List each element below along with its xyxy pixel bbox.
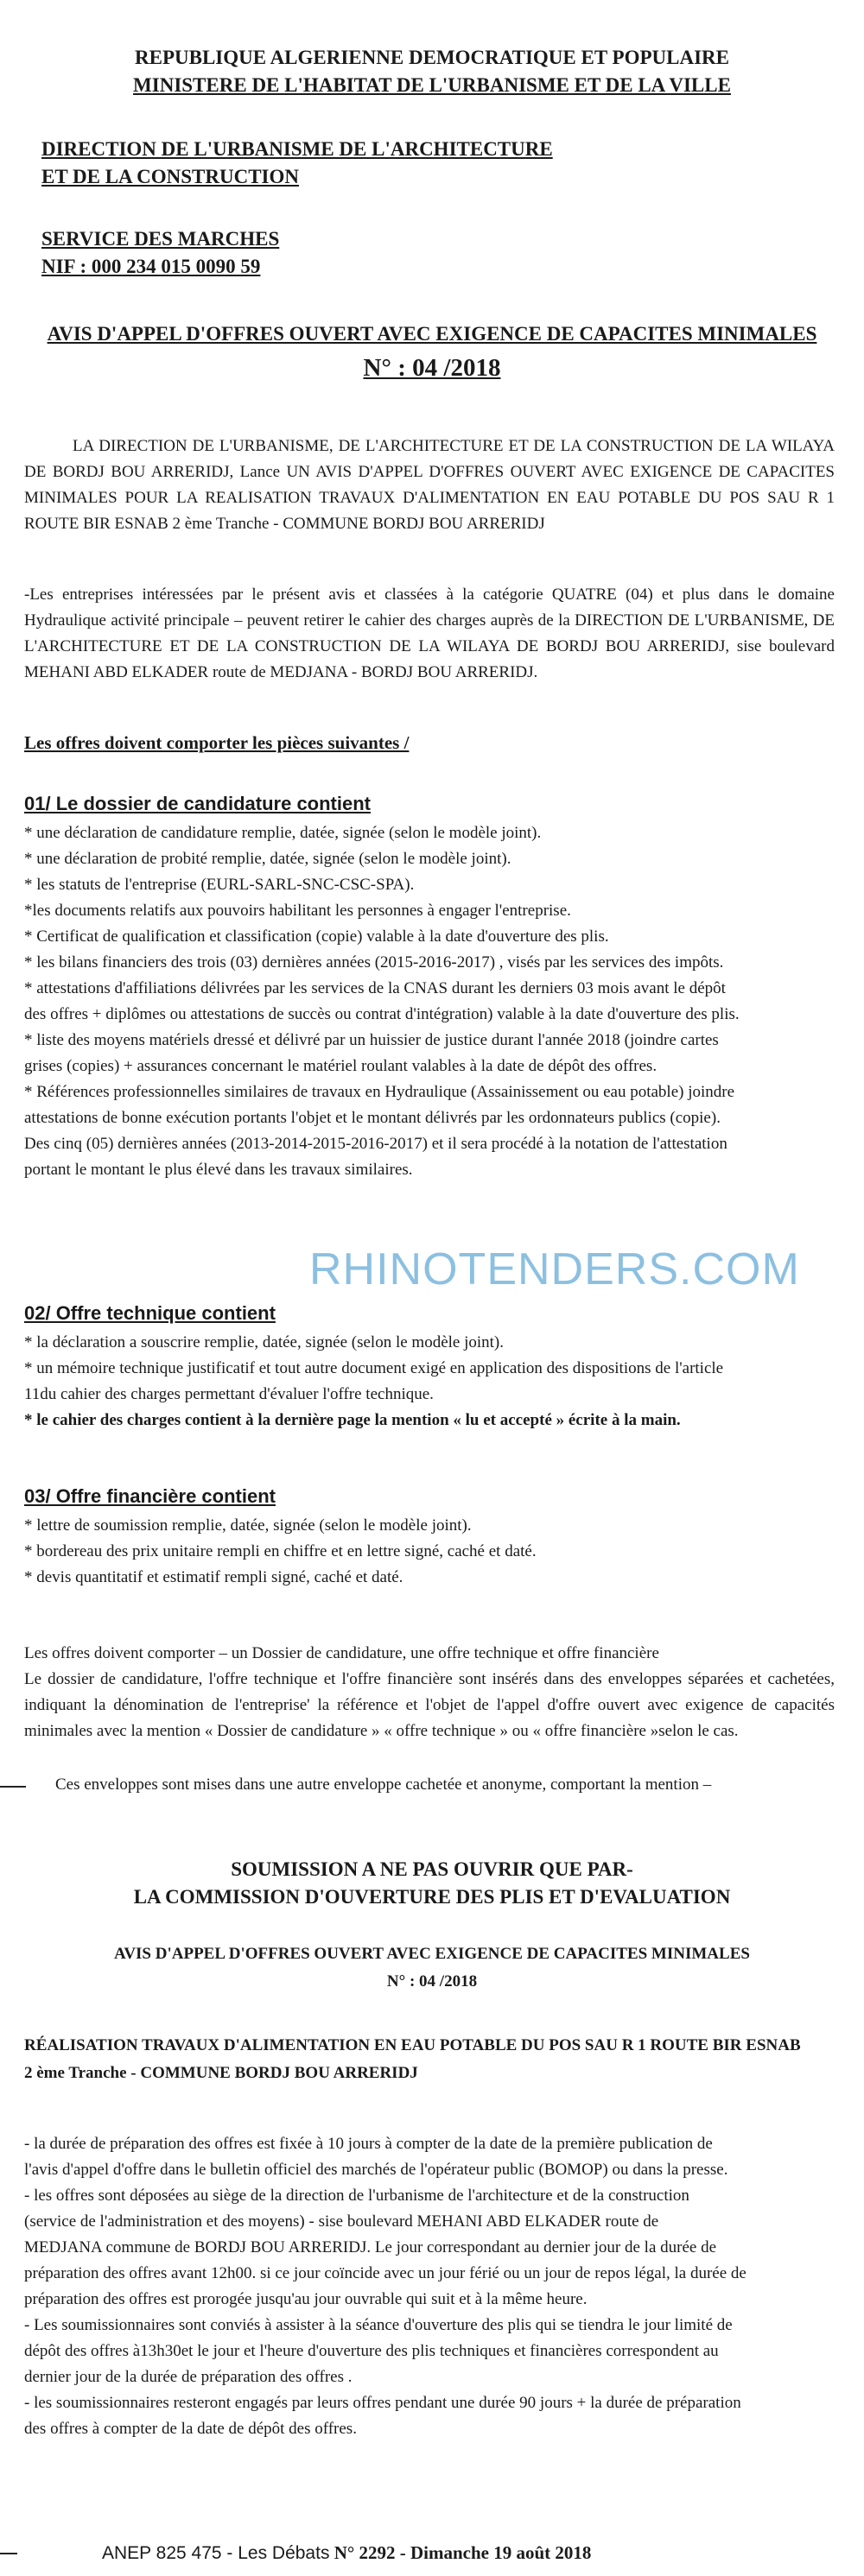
list-item: des offres à compter de la date de dépôt des offres. <box>24 2420 357 2438</box>
list-item: * bordereau des prix unitaire rempli en chiffre et en lettre signé, caché et daté. <box>24 1542 537 1560</box>
list-item: * Références professionnelles similaires de travaux en Hydraulique (Assainissement ou eau potable) joindre <box>24 1083 735 1101</box>
financiere-heading: 03/ Offre financière contient <box>24 1485 276 1507</box>
eligibility-paragraph: -Les entreprises intéressées par le présent avis et classées à la catégorie QUATRE (04) et plus dans le domaine Hydraulique activité principale – peuvent retirer le cahier des charges auprès de la DIRECTION DE L'URBANISME, DE L'ARCHITECTURE ET DE LA CONSTRUCTION DE LA WILAYA DE BORDJ BOU ARRERIDJ, sise boulevard MEHANI ABD ELKADER route de MEDJANA - BORDJ BOU ARRERIDJ. <box>24 585 835 681</box>
footer-issue: N° 2292 - Dimanche 19 août 2018 <box>334 2542 592 2563</box>
watermark: RHINOTENDERS.COM <box>309 1244 800 1294</box>
list-item: portant le montant le plus élevé dans les travaux similaires. <box>24 1161 413 1179</box>
list-item: (service de l'administration et des moyens) - sise boulevard MEHANI ABD ELKADER route de <box>24 2212 659 2231</box>
project-line-2: 2 ème Tranche - COMMUNE BORDJ BOU ARRERIDJ <box>24 2064 418 2082</box>
project-line-1: RÉALISATION TRAVAUX D'ALIMENTATION EN EAU POTABLE DU POS SAU R 1 ROUTE BIR ESNAB <box>24 2036 801 2054</box>
list-item: dépôt des offres à13h30et le jour et l'heure d'ouverture des plis techniques et financières correspondent au <box>24 2342 719 2360</box>
mention-line-1: SOUMISSION A NE PAS OUVRIR QUE PAR- <box>231 1858 633 1880</box>
list-item: - Les soumissionnaires sont conviés à assister à la séance d'ouverture des plis qui se tiendra le jour limité de <box>24 2316 733 2334</box>
list-item: * le cahier des charges contient à la dernière page la mention « lu et accepté » écrite à la main. <box>24 1411 681 1429</box>
candidature-list <box>24 820 845 1183</box>
list-item: * les statuts de l'entreprise (EURL-SARL-SNC-CSC-SPA). <box>24 876 415 894</box>
list-item: grises (copies) + assurances concernant le matériel roulant valables à la date de dépôt des offres. <box>24 1057 658 1075</box>
list-item: des offres + diplômes ou attestations de succès ou contrat d'intégration) valable à la date d'ouverture des plis. <box>24 1005 740 1023</box>
notice-number: N° : 04 /2018 <box>363 354 501 382</box>
list-item: préparation des offres avant 12h00. si ce jour coïncide avec un jour férié ou un jour de repos légal, la durée de <box>24 2264 746 2282</box>
list-item: * une déclaration de probité remplie, datée, signée (selon le modèle joint). <box>24 850 511 868</box>
conditions-list <box>24 2131 845 2442</box>
mention-number: N° : 04 /2018 <box>386 1972 478 1991</box>
footer <box>102 2542 591 2564</box>
list-item: l'avis d'appel d'offre dans le bulletin officiel des marchés de l'opérateur public (BOMOP) ou dans la presse. <box>24 2161 728 2179</box>
notice-title: AVIS D'APPEL D'OFFRES OUVERT AVEC EXIGENCE DE CAPACITES MINIMALES <box>47 323 817 345</box>
list-item: - la durée de préparation des offres est fixée à 10 jours à compter de la date de la première publication de <box>24 2135 713 2153</box>
list-item: * la déclaration a souscrire remplie, datée, signée (selon le modèle joint). <box>24 1333 505 1351</box>
list-item: Des cinq (05) dernières années (2013-2014-2015-2016-2017) et il sera procédé à la notation de l'attestation <box>24 1135 727 1153</box>
list-item: * les bilans financiers des trois (03) dernières années (2015-2016-2017) , visés par les services des impôts. <box>24 953 724 972</box>
direction-line-2: ET DE LA CONSTRUCTION <box>41 166 300 187</box>
list-item: * attestations d'affiliations délivrées par les services de la CNAS durant les derniers 03 mois avant le dépôt <box>24 979 726 997</box>
list-item: * lettre de soumission remplie, datée, signée (selon le modèle joint). <box>24 1516 472 1535</box>
mention-title: AVIS D'APPEL D'OFFRES OUVERT AVEC EXIGENCE DE CAPACITES MINIMALES <box>114 1945 750 1963</box>
list-item: - les soumissionnaires resteront engagés par leurs offres pendant une durée 90 jours + la durée de préparation <box>24 2394 741 2412</box>
list-item: *les documents relatifs aux pouvoirs habilitant les personnes à engager l'entreprise. <box>24 902 571 920</box>
service-heading: SERVICE DES MARCHES <box>41 228 280 250</box>
footer-rule <box>0 2553 17 2554</box>
envelopes-line-1: Les offres doivent comporter – un Dossier de candidature, une offre technique et offre financière <box>24 1644 659 1662</box>
nif-number: NIF : 000 234 015 0090 59 <box>41 256 261 277</box>
candidature-heading: 01/ Le dossier de candidature contient <box>24 793 371 814</box>
margin-rule <box>0 1786 26 1788</box>
technique-list <box>24 1330 845 1434</box>
pieces-heading: Les offres doivent comporter les pièces suivantes / <box>24 732 410 753</box>
list-item: dernier jour de la durée de préparation des offres . <box>24 2368 353 2386</box>
list-item: - les offres sont déposées au siège de la direction de l'urbanisme de l'architecture et de la construction <box>24 2187 689 2205</box>
envelopes-line-last: Ces enveloppes sont mises dans une autre enveloppe cachetée et anonyme, comportant la mention – <box>55 1775 712 1794</box>
list-item: attestations de bonne exécution portants l'objet et le montant délivrés par les ordonnateurs publics (copie). <box>24 1109 721 1127</box>
direction-line-1: DIRECTION DE L'URBANISME DE L'ARCHITECTURE <box>41 138 553 160</box>
republic-heading: REPUBLIQUE ALGERIENNE DEMOCRATIQUE ET POPULAIRE <box>135 47 729 68</box>
list-item: MEDJANA commune de BORDJ BOU ARRERIDJ. Le jour correspondant au dernier jour de la durée de <box>24 2238 717 2256</box>
envelopes-paragraph: Le dossier de candidature, l'offre technique et l'offre financière sont insérés dans des enveloppes séparées et cachetées, indiquant la dénomination de l'entreprise' la référence et l'objet de l'appel d'offre ouvert avec exigence de capacités minimales avec la mention « Dossier de candidature » « offre technique » ou « offre financière »selon le cas. <box>24 1670 835 1740</box>
list-item: * devis quantitatif et estimatif rempli signé, caché et daté. <box>24 1568 403 1586</box>
ministry-heading: MINISTERE DE L'HABITAT DE L'URBANISME ET DE LA VILLE <box>133 74 731 96</box>
technique-heading: 02/ Offre technique contient <box>24 1302 276 1324</box>
list-item: * liste des moyens matériels dressé et délivré par un huissier de justice durant l'année 2018 (joindre cartes <box>24 1031 719 1049</box>
list-item: * un mémoire technique justificatif et tout autre document exigé en application des dispositions de l'article <box>24 1359 724 1377</box>
intro-paragraph: LA DIRECTION DE L'URBANISME, DE L'ARCHITECTURE ET DE LA CONSTRUCTION DE LA WILAYA DE BORDJ BOU ARRERIDJ, Lance UN AVIS D'APPEL D'OFFRES OUVERT AVEC EXIGENCE DE CAPACITES MINIMALES POUR LA REALISATION TRAVAUX D'ALIMENTATION EN EAU POTABLE DU POS SAU R 1 ROUTE BIR ESNAB 2 ème Tranche - COMMUNE BORDJ BOU ARRERIDJ <box>24 437 835 533</box>
list-item: * une déclaration de candidature remplie, datée, signée (selon le modèle joint). <box>24 824 542 842</box>
financiere-list <box>24 1513 845 1591</box>
list-item: préparation des offres est prorogée jusqu'au jour ouvrable qui suit et à la même heure. <box>24 2290 588 2308</box>
list-item: 11du cahier des charges permettant d'évaluer l'offre technique. <box>24 1385 434 1403</box>
footer-agency: ANEP 825 475 - Les Débats <box>102 2543 330 2563</box>
list-item: * Certificat de qualification et classification (copie) valable à la date d'ouverture des plis. <box>24 927 609 946</box>
mention-line-2: LA COMMISSION D'OUVERTURE DES PLIS ET D'EVALUATION <box>133 1886 731 1908</box>
